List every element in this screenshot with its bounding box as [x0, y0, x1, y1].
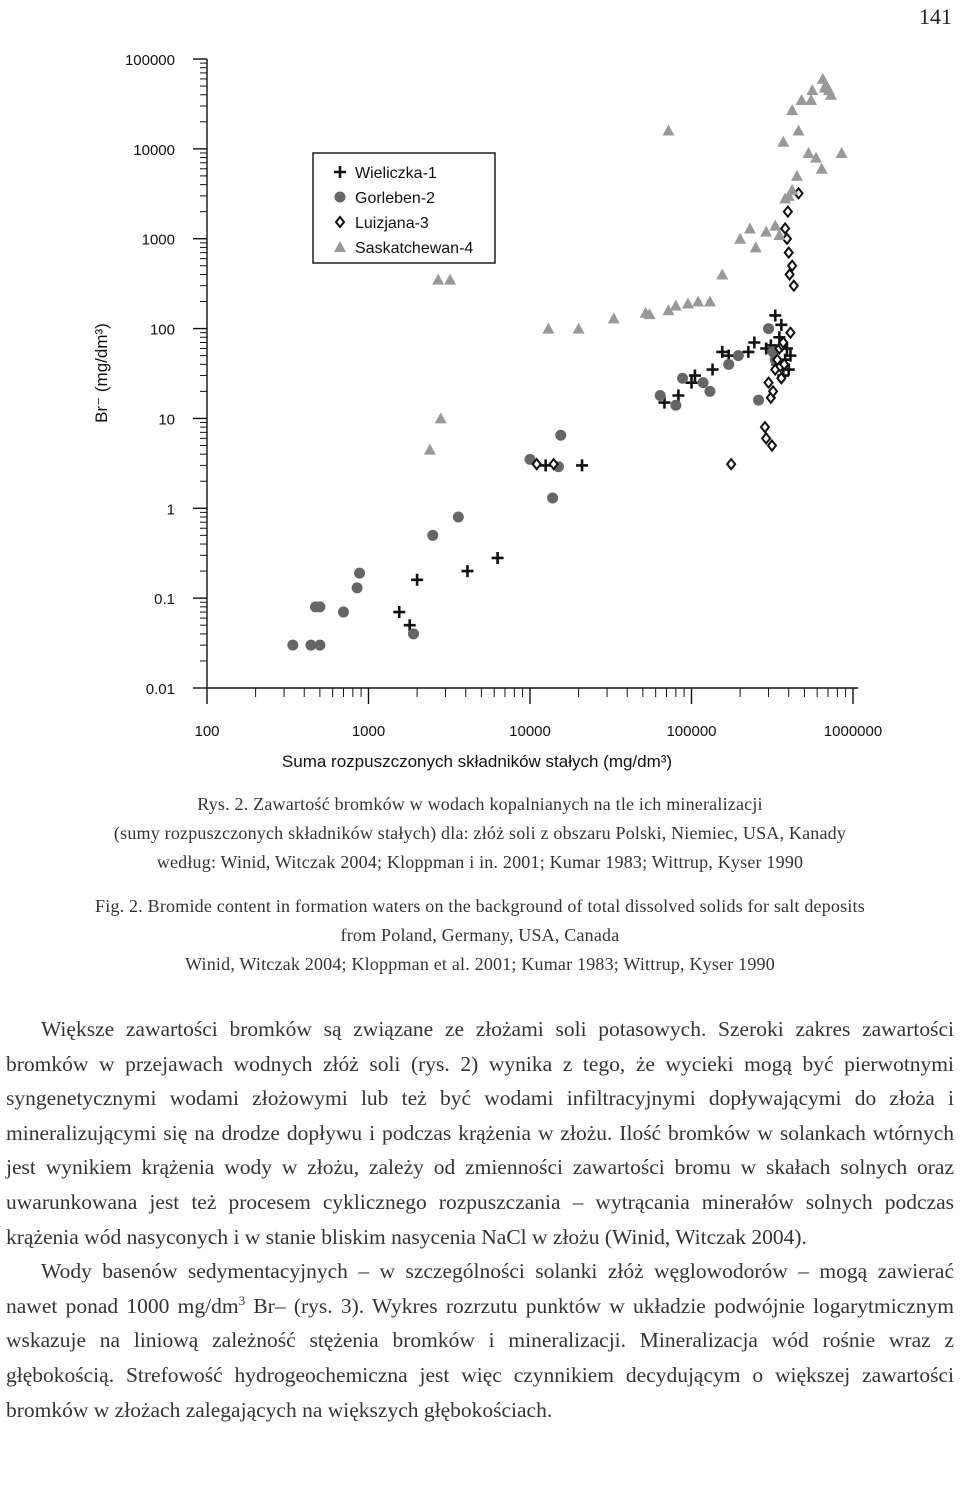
paragraph-2-start: Wody basenów sedymentacyjnych – w szczególności solanki złóż węglowodorów – mogą zawierać nawet ponad 1000 mg/dm: [6, 1259, 954, 1318]
saskatchewan-point: [444, 274, 456, 285]
caption-line: from Poland, Germany, USA, Canada: [340, 925, 620, 945]
gorleben-point: [655, 390, 666, 401]
page-number: 141: [919, 4, 952, 29]
saskatchewan-point: [791, 170, 803, 181]
wieliczka-point: [672, 389, 684, 401]
gorleben-point: [453, 511, 464, 522]
y-tick-label: 1: [166, 501, 175, 519]
saskatchewan-point: [802, 147, 814, 158]
wieliczka-point: [775, 319, 787, 331]
saskatchewan-point: [662, 125, 674, 136]
caption-line: Fig. 2. Bromide content in formation waters on the background of total dissolved solids for salt deposits: [95, 896, 865, 916]
saskatchewan-point: [777, 136, 789, 147]
body-text: [6, 1012, 954, 1427]
wieliczka-point: [411, 574, 423, 586]
luizjana-point: [765, 378, 773, 388]
gorleben-point: [704, 386, 715, 397]
gorleben-point: [314, 601, 325, 612]
x-tick-label: 10000: [509, 723, 551, 740]
saskatchewan-point: [608, 312, 620, 323]
x-tick-label: 1000: [351, 723, 386, 740]
luizjana-point: [785, 248, 793, 258]
saskatchewan-point: [432, 274, 444, 285]
x-axis-label: Suma rozpuszczonych składników stałych (mg/dm³): [281, 752, 673, 771]
y-tick-label: 100000: [124, 52, 175, 69]
gorleben-point: [352, 582, 363, 593]
gorleben-point: [408, 628, 419, 639]
gorleben-point: [733, 350, 744, 361]
saskatchewan-point: [704, 296, 716, 307]
saskatchewan-point: [542, 323, 554, 334]
gorleben-point: [753, 395, 764, 406]
gorleben-point: [314, 640, 325, 651]
legend-label: Saskatchewan-4: [355, 240, 474, 257]
saskatchewan-point: [760, 226, 772, 237]
gorleben-point: [670, 400, 681, 411]
saskatchewan-point: [435, 412, 447, 423]
chart-axes: [193, 59, 858, 704]
saskatchewan-point: [734, 233, 746, 244]
luizjana-point: [781, 223, 789, 233]
saskatchewan-point: [716, 268, 728, 279]
y-tick-label: 1000: [141, 231, 175, 249]
saskatchewan-point: [805, 94, 817, 105]
figure-caption-english: [0, 892, 960, 979]
gorleben-point: [555, 430, 566, 441]
paragraph-2-end: Br– (rys. 3). Wykres rozrzutu punktów w układzie podwójnie logarytmicznym wskazuje na liniową zależność stężenia bromków i mineralizacji. Mineralizacja wód rośnie wraz z głębokością. Strefowość hydrogeochemiczna jest więc czynnikiem decydującym o większej zawartości bromków w złożach zalegających na większych głębokościach.: [6, 1293, 954, 1422]
saskatchewan-point: [573, 323, 585, 334]
saskatchewan-point: [769, 220, 781, 231]
y-axis-label: Br⁻ (mg/dm³): [92, 323, 111, 423]
x-tick-label: 100000: [666, 723, 717, 740]
gorleben-point: [677, 373, 688, 384]
saskatchewan-point: [836, 147, 848, 158]
saskatchewan-point: [744, 222, 756, 233]
unit-superscript: 3: [238, 1292, 246, 1308]
saskatchewan-point: [424, 444, 436, 455]
chart-legend: [313, 153, 495, 263]
luizjana-point: [768, 440, 776, 450]
gorleben-point: [287, 640, 298, 651]
x-tick-label: 100: [194, 723, 220, 740]
wieliczka-point: [748, 336, 760, 348]
gorleben-point: [427, 530, 438, 541]
saskatchewan-point: [816, 163, 828, 174]
paragraph-2: [6, 1254, 954, 1427]
gorleben-point: [763, 323, 774, 334]
legend-marker: [335, 192, 346, 203]
x-tick-label: 1000000: [823, 723, 883, 740]
y-tick-label: 10000: [133, 141, 175, 159]
wieliczka-point: [742, 346, 754, 358]
saskatchewan-point: [793, 125, 805, 136]
gorleben-point: [338, 607, 349, 618]
caption-line: Winid, Witczak 2004; Kloppman et al. 2001; Kumar 1983; Wittrup, Kyser 1990: [185, 954, 775, 974]
legend-label: Luizjana-3: [355, 215, 429, 232]
y-tick-label: 0.1: [154, 591, 175, 609]
caption-line: Rys. 2. Zawartość bromków w wodach kopalnianych na tle ich mineralizacji: [197, 794, 763, 814]
luizjana-point: [761, 422, 769, 432]
caption-line: według: Winid, Witczak 2004; Kloppman i in. 2001; Kumar 1983; Wittrup, Kyser 1990: [156, 852, 804, 872]
wieliczka-point: [393, 606, 405, 618]
luizjana-point: [727, 459, 735, 469]
wieliczka-point: [707, 364, 719, 376]
saskatchewan-point: [692, 296, 704, 307]
y-tick-label: 10: [158, 411, 175, 429]
saskatchewan-point: [786, 184, 798, 195]
wieliczka-point: [769, 309, 781, 321]
luizjana-point: [790, 281, 798, 291]
legend-label: Gorleben-2: [355, 190, 436, 207]
gorleben-point: [354, 568, 365, 579]
luizjana-point: [786, 328, 794, 338]
saskatchewan-point: [796, 94, 808, 105]
saskatchewan-point: [670, 300, 682, 311]
wieliczka-point: [492, 552, 504, 564]
luizjana-point: [784, 207, 792, 217]
luizjana-point: [762, 433, 770, 443]
wieliczka-point: [461, 565, 473, 577]
figure-caption-polish: [0, 790, 960, 877]
legend-label: Wieliczka-1: [355, 165, 437, 182]
paragraph-1: Większe zawartości bromków są związane ze złożami soli potasowych. Szeroki zakres zawartości bromków w przejawach wodnych złóż soli (rys. 2) wynika z tego, że wycieki mogą być pierwotnymi syngenetycznymi wodami złożowymi lub też być wodami infiltracyjnymi dopływającymi do złoża i mineralizującymi się na drodze dopływu i podczas krążenia w złożu. Ilość bromków w solankach wtórnych jest wynikiem krążenia wody w złożu, zależy od zmienności zawartości bromu w skałach solnych oraz uwarunkowana jest też procesem cyklicznego rozpuszczania – wytrącania minerałów solnych podczas krążenia wód nasyconych i w stanie bliskim nasycenia NaCl w złożu (Winid, Witczak 2004).: [6, 1017, 954, 1249]
caption-line: (sumy rozpuszczonych składników stałych) dla: złóż soli z obszaru Polski, Niemiec, USA, Kanady: [113, 823, 847, 843]
saskatchewan-point: [682, 298, 694, 309]
gorleben-point: [698, 377, 709, 388]
y-tick-label: 100: [149, 321, 175, 339]
gorleben-point: [547, 493, 558, 504]
y-tick-label: 0.01: [145, 681, 175, 698]
saskatchewan-point: [806, 84, 818, 95]
saskatchewan-point: [786, 104, 798, 115]
gorleben-point: [723, 359, 734, 370]
wieliczka-point: [576, 459, 588, 471]
saskatchewan-point: [750, 241, 762, 252]
